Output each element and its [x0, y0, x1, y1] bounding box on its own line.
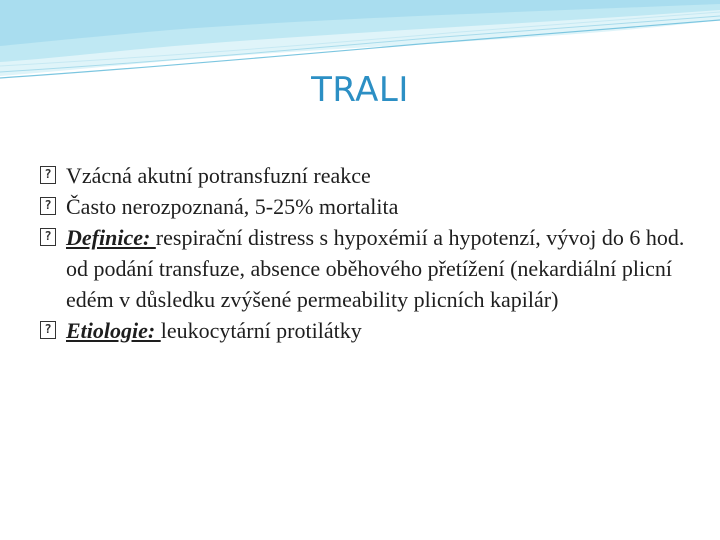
missing-glyph-bullet-icon [40, 321, 56, 339]
bullet-term: Etiologie: [66, 318, 161, 343]
bullet-text: leukocytární protilátky [160, 318, 362, 343]
bullet-item [40, 222, 690, 315]
slide-title: TRALI [311, 70, 409, 110]
bullet-text: Často nerozpoznaná, 5-25% mortalita [66, 194, 399, 219]
missing-glyph-bullet-icon [40, 197, 56, 215]
bullet-term: Definice: [66, 225, 156, 250]
bullet-text: respirační distress s hypoxémií a hypotenzí, vývoj do 6 hod. od podání transfuze, absence oběhového přetížení (nekardiální plicní edém v důsledku zvýšené permeability plicních kapilár) [66, 225, 685, 312]
bullet-text: Vzácná akutní potransfuzní reakce [66, 163, 371, 188]
bullet-item [40, 160, 690, 191]
missing-glyph-bullet-icon [40, 166, 56, 184]
bullet-item [40, 191, 690, 222]
bullet-item [40, 315, 690, 346]
missing-glyph-bullet-icon [40, 228, 56, 246]
bullet-list [40, 160, 690, 346]
